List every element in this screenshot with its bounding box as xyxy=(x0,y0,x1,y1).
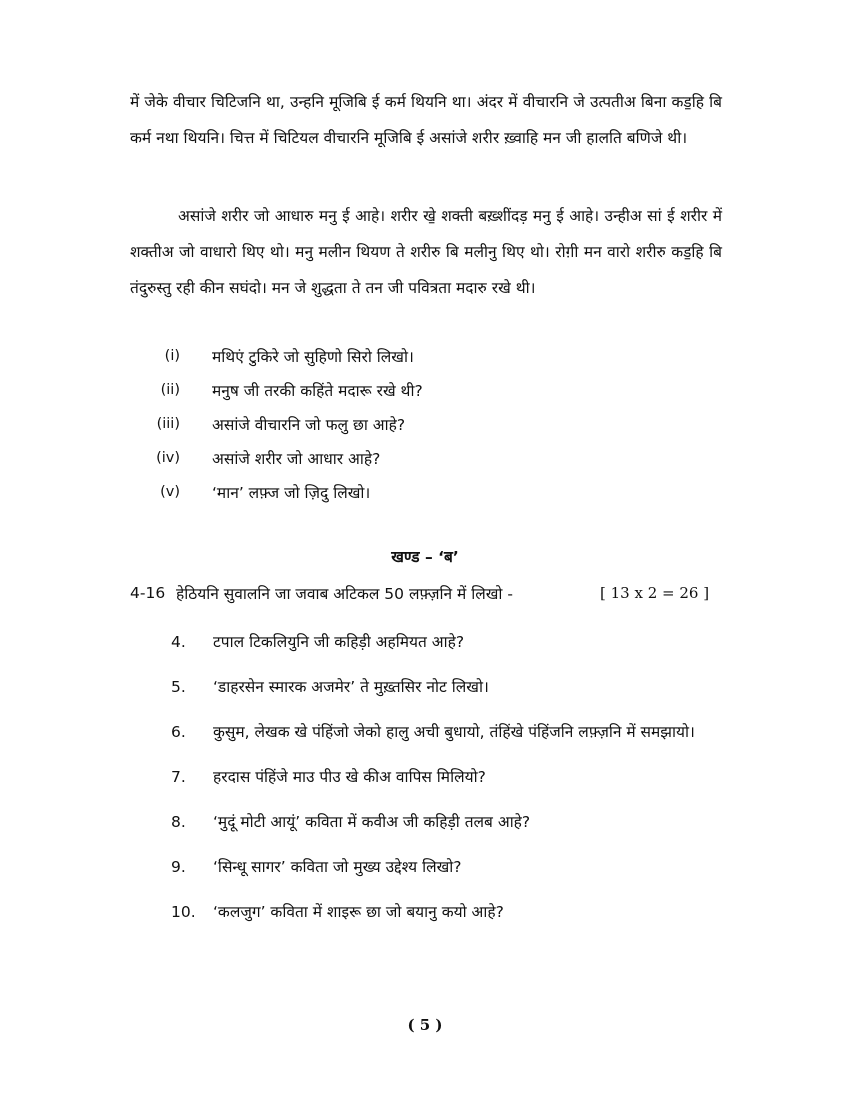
sub-question-number: (iii) xyxy=(156,416,180,432)
section-instruction xyxy=(130,580,730,606)
comprehension-questions xyxy=(130,339,722,509)
sub-question-2 xyxy=(130,373,722,407)
question-text: ‘डाहरसेन स्मारक अजमेर’ ते मुख़्तसिर नोट लिखो। xyxy=(213,678,489,696)
passage-paragraph-2: असांजे शरीर जो आधारु मनु ई आहे। शरीर खे॒ शक्ती बख़्शींदड़ मनु ई आहे। उन्हीअ सां ई शरीर में शक्तीअ जो वाधारो थिए थो। मनु मलीन थियण ते शरीरु बि मलीनु थिए थो। रोग़ी मन वारो शरीरु कड॒हि बि तंदुरुस्तु रही कीन सघंदो। मन जे शुद्धता ते तन जी पवित्रता मदारु रखे थी। xyxy=(130,207,722,297)
question-item xyxy=(130,665,722,710)
sub-question-number: (ii) xyxy=(160,382,180,398)
sub-question-4 xyxy=(130,441,722,475)
page-number: ( 5 ) xyxy=(407,1016,443,1034)
question-item xyxy=(130,845,722,890)
question-range: 4-16 xyxy=(130,584,166,602)
question-text: हरदास पंहिंजे माउ पीउ खे कीअ वापिस मिलियो? xyxy=(213,768,486,786)
sub-question-3 xyxy=(130,407,722,441)
question-text: कुसुम, लेखक खे पंहिंजो जेको हालु अची बुधायो, तंहिंखे पंहिंजनि लफ़्ज़नि में समझायो। xyxy=(213,723,695,741)
question-item xyxy=(130,890,722,935)
question-number: 5. xyxy=(171,678,186,696)
sub-question-text: मथिएं टुकिरे जो सुहिणो सिरो लिखो। xyxy=(212,348,414,366)
marks-allocation: [ 13 x 2 = 26 ] xyxy=(600,584,710,602)
question-number: 6. xyxy=(171,723,186,741)
sub-question-number: (v) xyxy=(160,484,180,500)
sub-question-text: असांजे शरीर जो आधार आहे? xyxy=(212,450,381,468)
sub-question-text: असांजे वीचारनि जो फलु छा आहे? xyxy=(212,416,406,434)
sub-question-text: मनुष जी तरकी कहिंते मदारू रखे थी? xyxy=(212,382,423,400)
sub-question-number: (iv) xyxy=(156,450,180,466)
question-number: 9. xyxy=(171,858,186,876)
question-text: ‘मुदूं मोटी आयूं’ कविता में कवीअ जी कहिड़ी तलब आहे? xyxy=(213,813,531,831)
sub-question-5 xyxy=(130,475,722,509)
short-answer-questions xyxy=(130,620,722,935)
sub-question-1 xyxy=(130,339,722,373)
question-item xyxy=(130,710,722,755)
section-heading: खण्ड – ‘ब’ xyxy=(391,548,459,566)
question-number: 8. xyxy=(171,813,186,831)
question-item xyxy=(130,755,722,800)
question-item xyxy=(130,800,722,845)
instruction-text: हेठियनि सुवालनि जा जवाब अटिकल 50 लफ़्ज़नि में लिखो - xyxy=(176,585,513,603)
passage-paragraph-1: में जेके वीचार चिटिजनि था, उन्हनि मूजिबि ई कर्म थियनि था। अंदर में वीचारनि जे उत्पतीअ बिना कड॒हि बि कर्म नथा थियनि। चित्त में चिटियल वीचारनि मूजिबि ई असांजे शरीर ख़्वाहि मन जी हालति बणिजे थी। xyxy=(130,93,722,147)
question-text: ‘कलजुग’ कविता में शाइरू छा जो बयानु कयो आहे? xyxy=(213,903,504,921)
sub-question-text: ‘मान’ लफ़्ज जो ज़िदु लिखो। xyxy=(212,484,371,502)
sub-question-number: (i) xyxy=(164,348,180,364)
question-text: टपाल टिकलियुनि जी कहिड़ी अहमियत आहे? xyxy=(213,633,465,651)
question-item xyxy=(130,620,722,665)
question-number: 7. xyxy=(171,768,186,786)
question-text: ‘सिन्धू सागर’ कविता जो मुख्य उद्देश्य लिखो? xyxy=(213,858,462,876)
question-number: 10. xyxy=(171,903,196,921)
question-number: 4. xyxy=(171,633,186,651)
